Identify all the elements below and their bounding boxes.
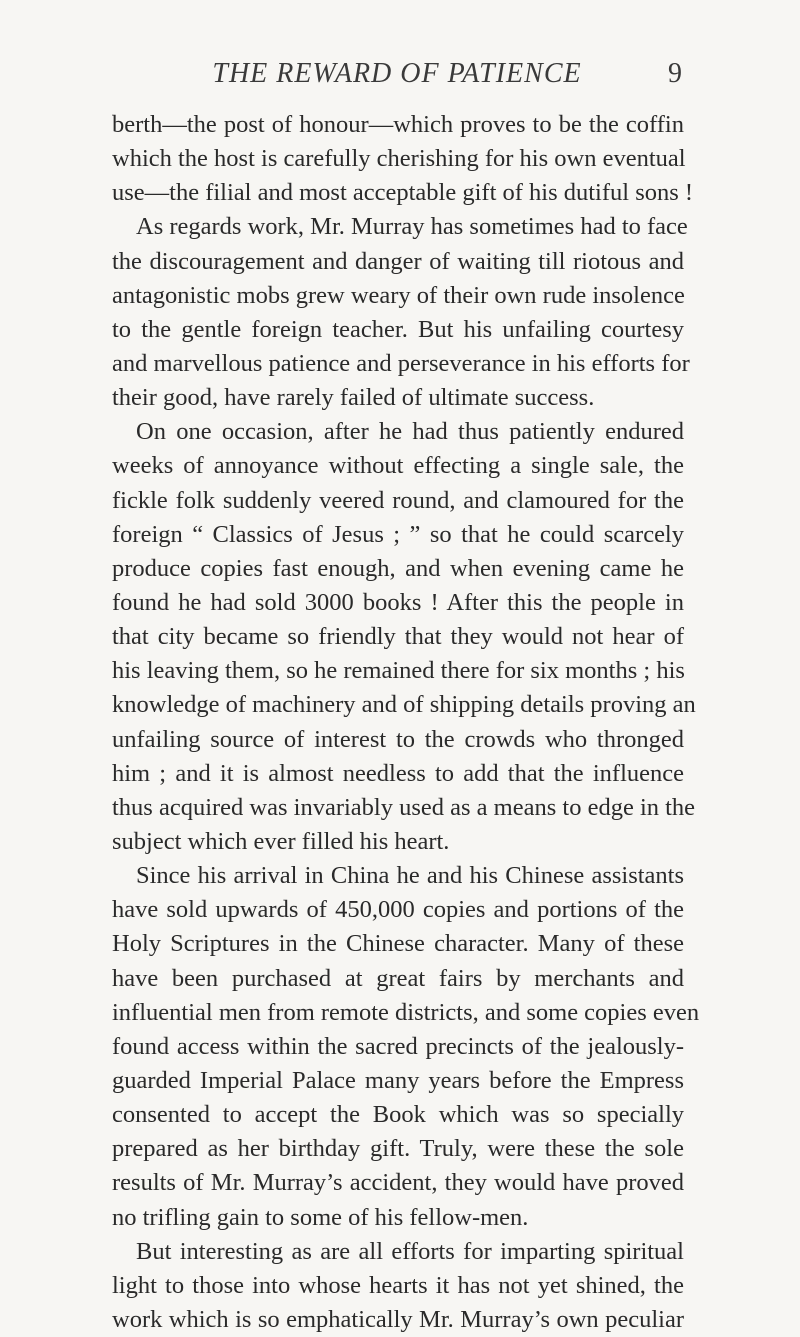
text-line: have sold upwards of 450,000 copies and portions of the [112,896,684,924]
text-line: knowledge of machinery and of shipping details proving an [112,691,696,719]
text-line: guarded Imperial Palace many years before the Empress [112,1066,684,1094]
text-line: consented to accept the Book which was so specially [112,1101,684,1129]
text-line: unfailing source of interest to the crowds who thronged [112,725,684,753]
text-line: But interesting as are all efforts for imparting spiritual [136,1237,684,1265]
text-line: Since his arrival in China he and his Chinese assistants [136,862,684,890]
text-line: foreign “ Classics of Jesus ; ” so that he could scarcely [112,520,684,548]
text-line: to the gentle foreign teacher. But his unfailing courtesy [112,315,684,343]
text-line: berth—the post of honour—which proves to be the coffin [112,111,684,138]
text-line: produce copies fast enough, and when evening came he [112,554,684,582]
text-line: and marvellous patience and perseverance in his efforts for [112,349,690,377]
text-line: his leaving them, so he remained there for six months ; his [112,657,685,685]
text-line: light to those into whose hearts it has not yet shined, the [112,1271,684,1299]
text-line: use—the filial and most acceptable gift of his dutiful sons ! [112,179,694,207]
text-line: that city became so friendly that they would not hear of [112,623,684,651]
text-line: results of Mr. Murray’s accident, they would have proved [112,1169,684,1197]
text-line: Holy Scriptures in the Chinese character. Many of these [112,930,684,958]
page-header [112,58,682,98]
text-line: have been purchased at great fairs by merchants and [112,964,684,992]
text-line: weeks of annoyance without effecting a single sale, the [112,452,684,480]
text-line: As regards work, Mr. Murray has sometimes had to face [136,213,688,241]
page-number: 9 [668,58,682,89]
text-line: thus acquired was invariably used as a means to edge in the [112,793,696,821]
text-line: prepared as her birthday gift. Truly, were these the sole [112,1135,684,1163]
text-line: work which is so emphatically Mr. Murray’s own peculiar [112,1305,684,1333]
text-line: influential men from remote districts, and some copies even [112,998,700,1026]
text-line: subject which ever filled his heart. [112,827,450,855]
text-line: found he had sold 3000 books ! After this the people in [112,588,684,616]
text-line: On one occasion, after he had thus patiently endured [136,418,684,446]
text-line: their good, have rarely failed of ultimate success. [112,384,595,412]
text-line: found access within the sacred precincts of the jealously- [112,1032,684,1060]
text-line: antagonistic mobs grew weary of their own rude insolence [112,281,685,309]
text-line: him ; and it is almost needless to add that the influence [112,759,684,787]
body-text [112,108,700,1337]
running-title: THE REWARD OF PATIENCE [212,58,582,89]
text-line: the discouragement and danger of waiting till riotous and [112,247,684,275]
text-line: which the host is carefully cherishing for his own eventual [112,145,686,173]
text-line: no trifling gain to some of his fellow-men. [112,1203,529,1231]
text-line: fickle folk suddenly veered round, and clamoured for the [112,486,684,514]
